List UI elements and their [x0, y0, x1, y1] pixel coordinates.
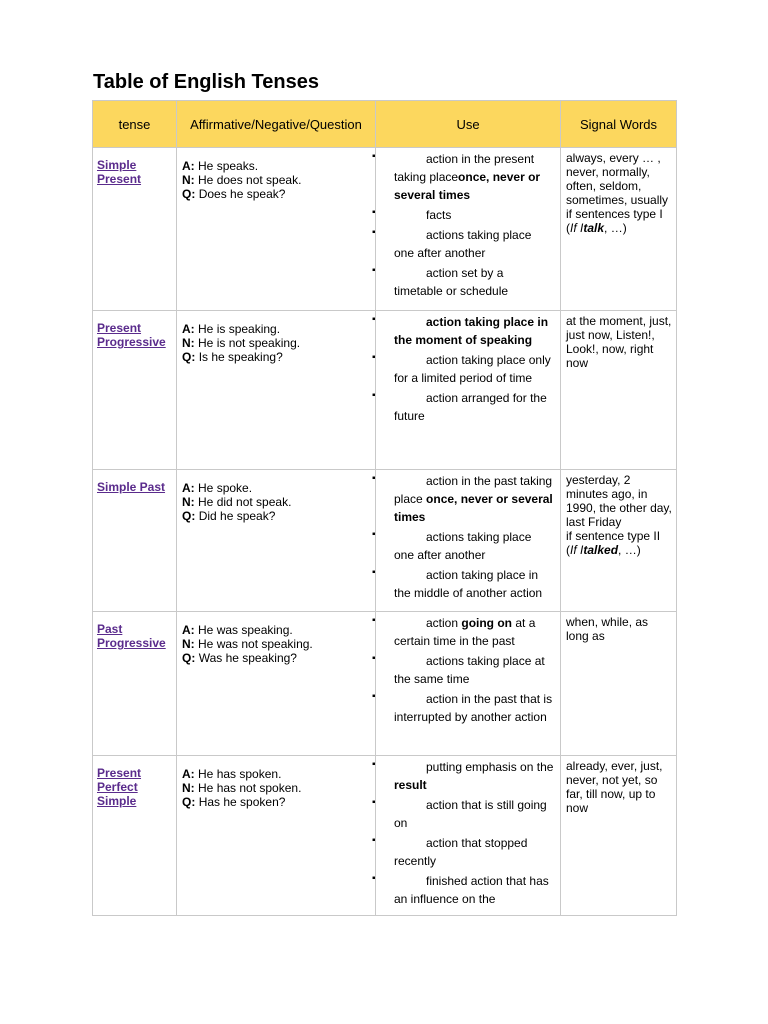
use-text [394, 226, 554, 262]
bullet-icon: ▪ [372, 615, 376, 626]
form-q-line [182, 651, 371, 665]
use-text [394, 389, 554, 425]
form-text: He spoke. [198, 481, 253, 495]
use-list [372, 614, 554, 726]
use-cell [372, 148, 561, 311]
use-text-bold: going on [461, 616, 513, 630]
list-item [372, 872, 554, 908]
use-text [394, 264, 554, 300]
form-label: A: [182, 322, 195, 336]
use-text [394, 758, 554, 794]
form-n-line [182, 336, 371, 350]
list-item [372, 834, 554, 870]
table-row [93, 470, 677, 612]
form-text: He was not speaking. [198, 637, 313, 651]
if-sentence-if: If I [570, 221, 584, 235]
use-cell [372, 311, 561, 470]
form-q-line [182, 509, 371, 523]
bullet-icon: ▪ [372, 691, 376, 702]
header-forms: Affirmative/Negative/Question [177, 101, 376, 148]
use-text [394, 528, 554, 564]
bullet-icon: ▪ [372, 390, 376, 401]
form-q-line [182, 795, 371, 809]
use-text-plain: actions taking place one after another [394, 530, 532, 562]
use-text-plain: action taking place only for a limited period of time [394, 353, 551, 385]
tense-cell [93, 311, 177, 470]
use-text [394, 614, 554, 650]
use-text-bold: action taking place in the moment of speaking [394, 315, 549, 347]
tense-cell [93, 612, 177, 756]
list-item [372, 206, 554, 224]
use-text-plain: action in the past that is interrupted by another action [394, 692, 553, 724]
form-text: He is speaking. [198, 322, 281, 336]
form-text: He did not speak. [198, 495, 292, 509]
form-text: Does he speak? [198, 187, 286, 201]
list-item [372, 614, 554, 650]
signal-words-cell [561, 612, 677, 756]
form-text: He speaks. [198, 159, 259, 173]
use-text [394, 472, 554, 526]
forms-cell [177, 756, 376, 916]
forms-cell [177, 148, 376, 311]
list-item [372, 758, 554, 794]
use-text-plain: action that is still going on [394, 798, 547, 830]
list-item [372, 264, 554, 300]
use-text-plain: action set by a timetable or schedule [394, 266, 509, 298]
form-n-line [182, 495, 371, 509]
list-item [372, 472, 554, 526]
bullet-icon: ▪ [372, 207, 376, 218]
tense-link[interactable]: Present Progressive [97, 321, 166, 349]
form-a-line [182, 322, 371, 336]
form-label: Q: [182, 509, 196, 523]
tenses-table [92, 100, 677, 916]
signal-words-cell [561, 148, 677, 311]
use-text-plain: actions taking place at the same time [394, 654, 545, 686]
signal-words-text: at the moment, just, just now, Listen!, Look!, now, right now [566, 314, 672, 370]
use-text-plain: putting emphasis on the [426, 760, 554, 774]
form-text: He is not speaking. [198, 336, 301, 350]
list-item [372, 313, 554, 349]
list-item [372, 796, 554, 832]
if-sentence-verb [583, 221, 604, 235]
form-text: He has spoken. [198, 767, 282, 781]
use-list [372, 758, 554, 908]
if-sentence-verb-text: talked [583, 543, 619, 557]
use-list [372, 150, 554, 300]
tense-cell [93, 470, 177, 612]
if-sentence-prefix: if sentence type II ( [566, 529, 661, 557]
form-label: A: [182, 767, 195, 781]
use-text-bold: once, never or several times [394, 170, 541, 202]
use-text [394, 150, 554, 204]
if-sentence-verb-text: talk [583, 221, 605, 235]
tense-cell [93, 756, 177, 916]
use-text [394, 834, 554, 870]
form-label: N: [182, 336, 195, 350]
tense-cell [93, 148, 177, 311]
form-text: He has not spoken. [198, 781, 302, 795]
form-a-line [182, 623, 371, 637]
form-text: He was speaking. [198, 623, 293, 637]
forms-cell [177, 470, 376, 612]
bullet-icon: ▪ [372, 227, 376, 238]
list-item [372, 690, 554, 726]
bullet-icon: ▪ [372, 759, 376, 770]
form-label: Q: [182, 651, 196, 665]
table-row [93, 756, 677, 916]
use-text-plain: action arranged for the future [394, 391, 547, 423]
use-text-plain: facts [426, 208, 452, 222]
use-cell [372, 612, 561, 756]
if-sentence-verb [583, 543, 618, 557]
use-text [394, 206, 554, 224]
form-label: N: [182, 173, 195, 187]
use-text [394, 652, 554, 688]
tense-link[interactable]: Past Progressive [97, 622, 166, 650]
form-a-line [182, 481, 371, 495]
form-label: Q: [182, 795, 196, 809]
form-text: Has he spoken? [198, 795, 286, 809]
use-text-plain: action in the past taking place [394, 474, 553, 506]
form-a-line [182, 767, 371, 781]
bullet-icon: ▪ [372, 352, 376, 363]
use-text-plain: finished action that has an influence on the [394, 874, 549, 906]
form-n-line [182, 637, 371, 651]
form-label: A: [182, 623, 195, 637]
form-text: Is he speaking? [198, 350, 283, 364]
use-text-plain: at a certain time in the past [394, 616, 536, 648]
bullet-icon: ▪ [372, 265, 376, 276]
bullet-icon: ▪ [372, 797, 376, 808]
use-list [372, 313, 554, 425]
table-row [93, 612, 677, 756]
use-text-plain: action [426, 616, 462, 630]
if-sentence-if: If I [570, 543, 584, 557]
form-q-line [182, 187, 371, 201]
list-item [372, 351, 554, 387]
signal-words-text: when, while, as long as [566, 615, 649, 643]
bullet-icon: ▪ [372, 873, 376, 884]
use-text-plain: action that stopped recently [394, 836, 528, 868]
use-text [394, 796, 554, 832]
use-text [394, 566, 554, 602]
list-item [372, 528, 554, 564]
form-label: N: [182, 781, 195, 795]
use-list [372, 472, 554, 602]
use-cell [372, 470, 561, 612]
signal-words-if-sentence [566, 529, 672, 557]
bullet-icon: ▪ [372, 314, 376, 325]
use-text-plain: actions taking place one after another [394, 228, 532, 260]
signal-words-text: already, ever, just, never, not yet, so far, till now, up to now [566, 759, 663, 815]
signal-words-if-sentence [566, 207, 672, 235]
tense-link[interactable]: Simple Present [97, 158, 142, 186]
bullet-icon: ▪ [372, 529, 376, 540]
page-title: Table of English Tenses [93, 71, 319, 93]
tense-link[interactable]: Simple Past [97, 480, 166, 494]
bullet-icon: ▪ [372, 653, 376, 664]
table-header-row [93, 101, 677, 148]
table-row [93, 148, 677, 311]
use-text-plain: action taking place in the middle of another action [394, 568, 543, 600]
form-label: N: [182, 495, 195, 509]
list-item [372, 226, 554, 262]
signal-words-text: yesterday, 2 minutes ago, in 1990, the other day, last Friday [566, 473, 672, 529]
if-sentence-suffix: , …) [604, 221, 627, 235]
bullet-icon: ▪ [372, 151, 376, 162]
form-label: A: [182, 481, 195, 495]
use-text [394, 313, 554, 349]
use-text-plain: action in the present taking place [394, 152, 535, 184]
bullet-icon: ▪ [372, 835, 376, 846]
header-tense: tense [93, 101, 177, 148]
form-text: He does not speak. [198, 173, 302, 187]
form-n-line [182, 781, 371, 795]
use-cell [372, 756, 561, 916]
use-text [394, 351, 554, 387]
list-item [372, 566, 554, 602]
form-n-line [182, 173, 371, 187]
form-text: Did he speak? [198, 509, 276, 523]
form-a-line [182, 159, 371, 173]
signal-words-cell [561, 311, 677, 470]
forms-cell [177, 612, 376, 756]
header-signal-words: Signal Words [561, 101, 677, 148]
tense-link[interactable]: Present Perfect Simple [97, 766, 142, 808]
header-use: Use [376, 101, 561, 148]
form-label: Q: [182, 350, 196, 364]
forms-cell [177, 311, 376, 470]
use-text-bold: once, never or several times [394, 492, 553, 524]
table-row [93, 311, 677, 470]
use-text [394, 690, 554, 726]
signal-words-cell [561, 756, 677, 916]
signal-words-cell [561, 470, 677, 612]
form-q-line [182, 350, 371, 364]
use-text [394, 872, 554, 908]
list-item [372, 150, 554, 204]
if-sentence-suffix: , …) [618, 543, 641, 557]
signal-words-text: always, every … , never, normally, often, seldom, sometimes, usually [566, 151, 669, 207]
bullet-icon: ▪ [372, 473, 376, 484]
form-label: Q: [182, 187, 196, 201]
list-item [372, 389, 554, 425]
use-text-bold: result [394, 778, 427, 792]
form-label: A: [182, 159, 195, 173]
form-label: N: [182, 637, 195, 651]
form-text: Was he speaking? [198, 651, 297, 665]
list-item [372, 652, 554, 688]
if-sentence-prefix: if sentences type I ( [566, 207, 663, 235]
bullet-icon: ▪ [372, 567, 376, 578]
